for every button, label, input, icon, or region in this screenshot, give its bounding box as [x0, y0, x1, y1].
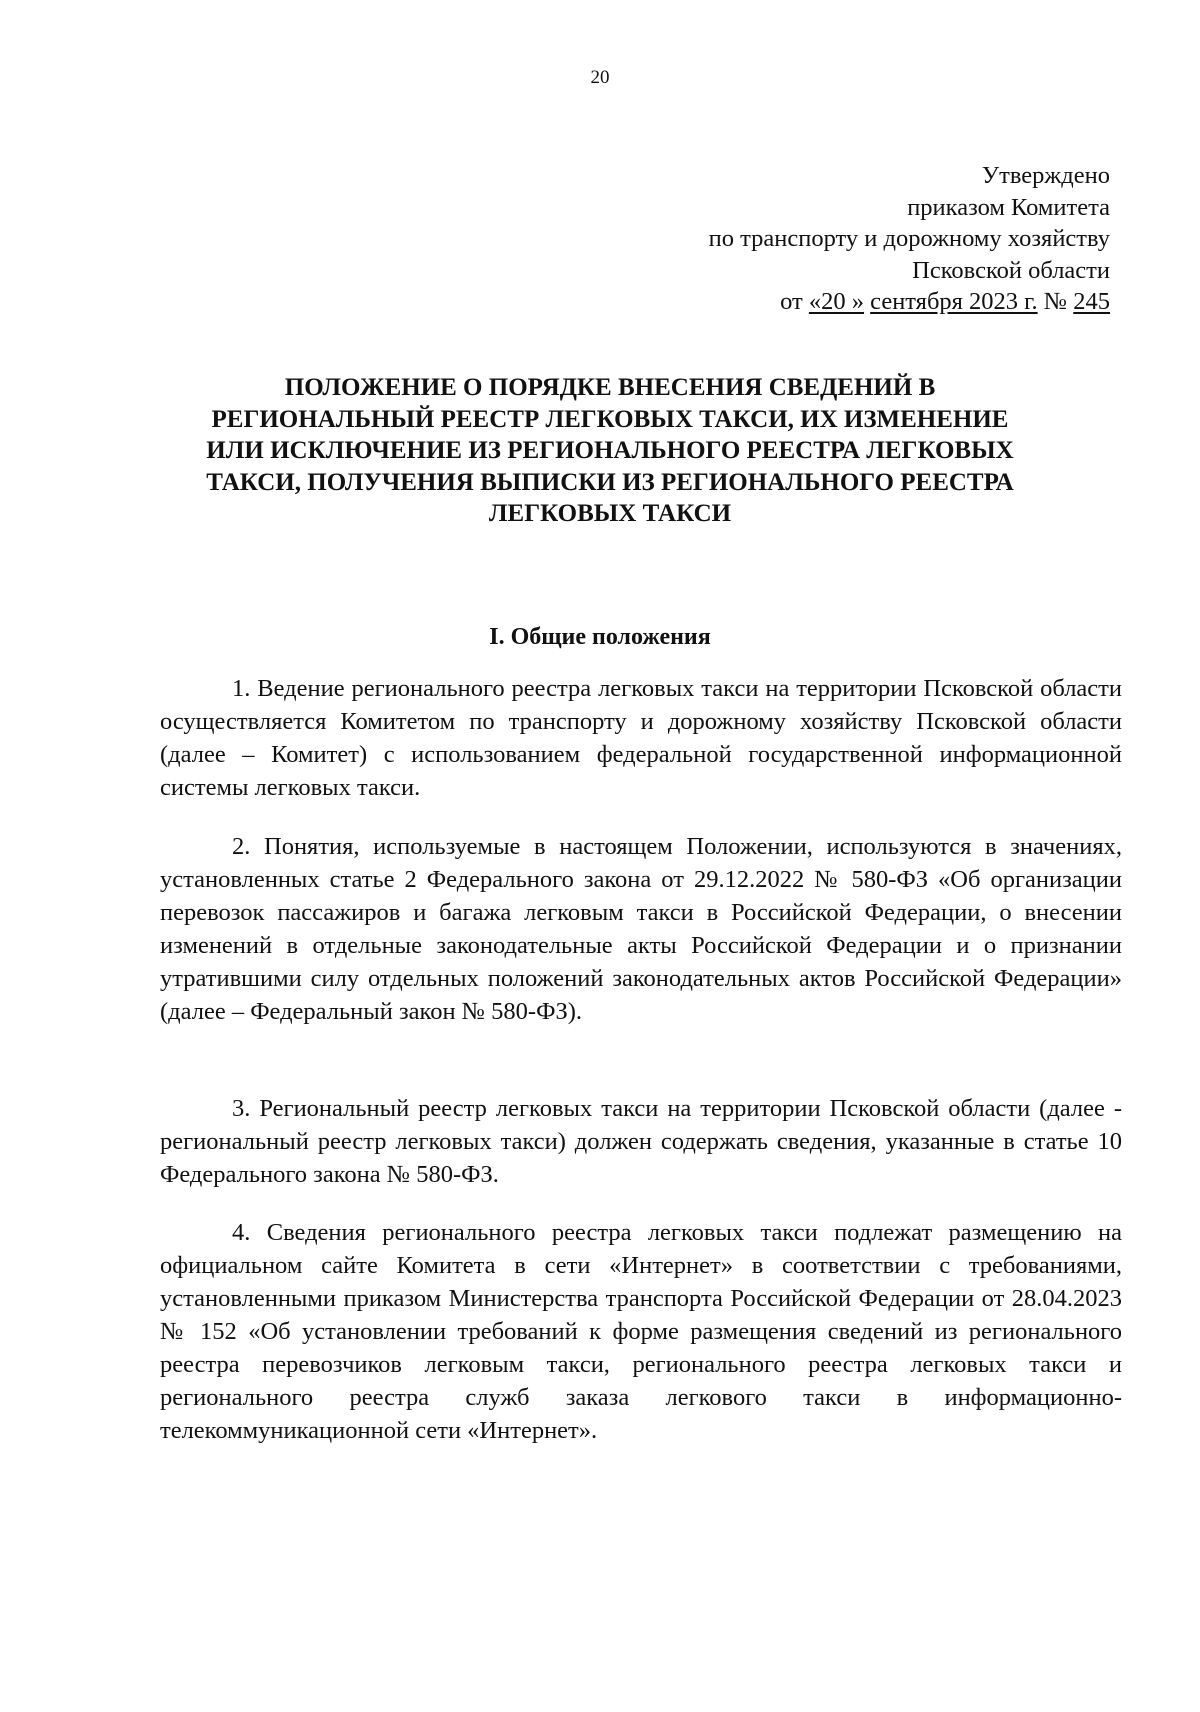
date-day: «20 » [808, 288, 865, 315]
date-month-year: сентября 2023 г. [870, 288, 1038, 315]
paragraph-text: 1. Ведение регионального реестра легковых такси на территории Псковской области осуществляется Комитетом по транспорту и дорожному хозяйству Псковской области (далее – Комитет) с использованием федеральной государственной информационной системы легковых такси. [160, 675, 1122, 801]
order-number: 245 [1073, 288, 1110, 315]
approval-line: Псковской области [912, 256, 1110, 284]
section-heading: I. Общие положения [489, 624, 711, 650]
paragraph-2 [160, 830, 1122, 1028]
approval-date-line [709, 286, 1110, 318]
date-prefix: от [780, 288, 809, 315]
document-title [140, 372, 1080, 530]
paragraph-text: 2. Понятия, используемые в настоящем Положении, используются в значениях, установленных статье 2 Федерального закона от 29.12.2022 № 580-ФЗ «Об организации перевозок пассажиров и багажа легковым такси в Российской Федерации, о внесении изменений в отдельные законодательные акты Российской Федерации и о признании утратившими силу отдельных положений законодательных актов Российской Федерации» (далее – Федеральный закон № 580-ФЗ). [160, 833, 1122, 1025]
approval-line: приказом Комитета [907, 193, 1110, 221]
title-line: ИЛИ ИСКЛЮЧЕНИЕ ИЗ РЕГИОНАЛЬНОГО РЕЕСТРА ЛЕГКОВЫХ [206, 437, 1014, 464]
paragraph-text: 3. Региональный реестр легковых такси на территории Псковской области (далее - региональный реестр легковых такси) должен содержать сведения, указанные в статье 10 Федерального закона № 580-ФЗ. [160, 1095, 1122, 1188]
approval-block [709, 160, 1110, 318]
page-number: 20 [590, 67, 610, 88]
paragraph-3 [160, 1092, 1122, 1191]
title-line: РЕГИОНАЛЬНЫЙ РЕЕСТР ЛЕГКОВЫХ ТАКСИ, ИХ ИЗМЕНЕНИЕ [211, 405, 1009, 433]
approval-line: по транспорту и дорожному хозяйству [708, 225, 1110, 252]
paragraph-4 [160, 1216, 1122, 1447]
title-line: ТАКСИ, ПОЛУЧЕНИЯ ВЫПИСКИ ИЗ РЕГИОНАЛЬНОГО РЕЕСТРА [206, 468, 1014, 496]
paragraph-1 [160, 672, 1122, 804]
approval-line: Утверждено [981, 162, 1110, 189]
title-line: ЛЕГКОВЫХ ТАКСИ [488, 500, 732, 527]
number-sign: № [1037, 288, 1074, 315]
paragraph-text: 4. Сведения регионального реестра легковых такси подлежат размещению на официальном сайте Комитета в сети «Интернет» в соответствии с требованиями, установленными приказом Министерства транспорта Российской Федерации от 28.04.2023 № 152 «Об установлении требований к форме размещения сведений из регионального реестра перевозчиков легковым такси, регионального реестра легковых такси и регионального реестра служб заказа легкового такси в информационно-телекоммуникационной сети «Интернет». [160, 1219, 1122, 1444]
title-line: ПОЛОЖЕНИЕ О ПОРЯДКЕ ВНЕСЕНИЯ СВЕДЕНИЙ В [284, 374, 936, 401]
